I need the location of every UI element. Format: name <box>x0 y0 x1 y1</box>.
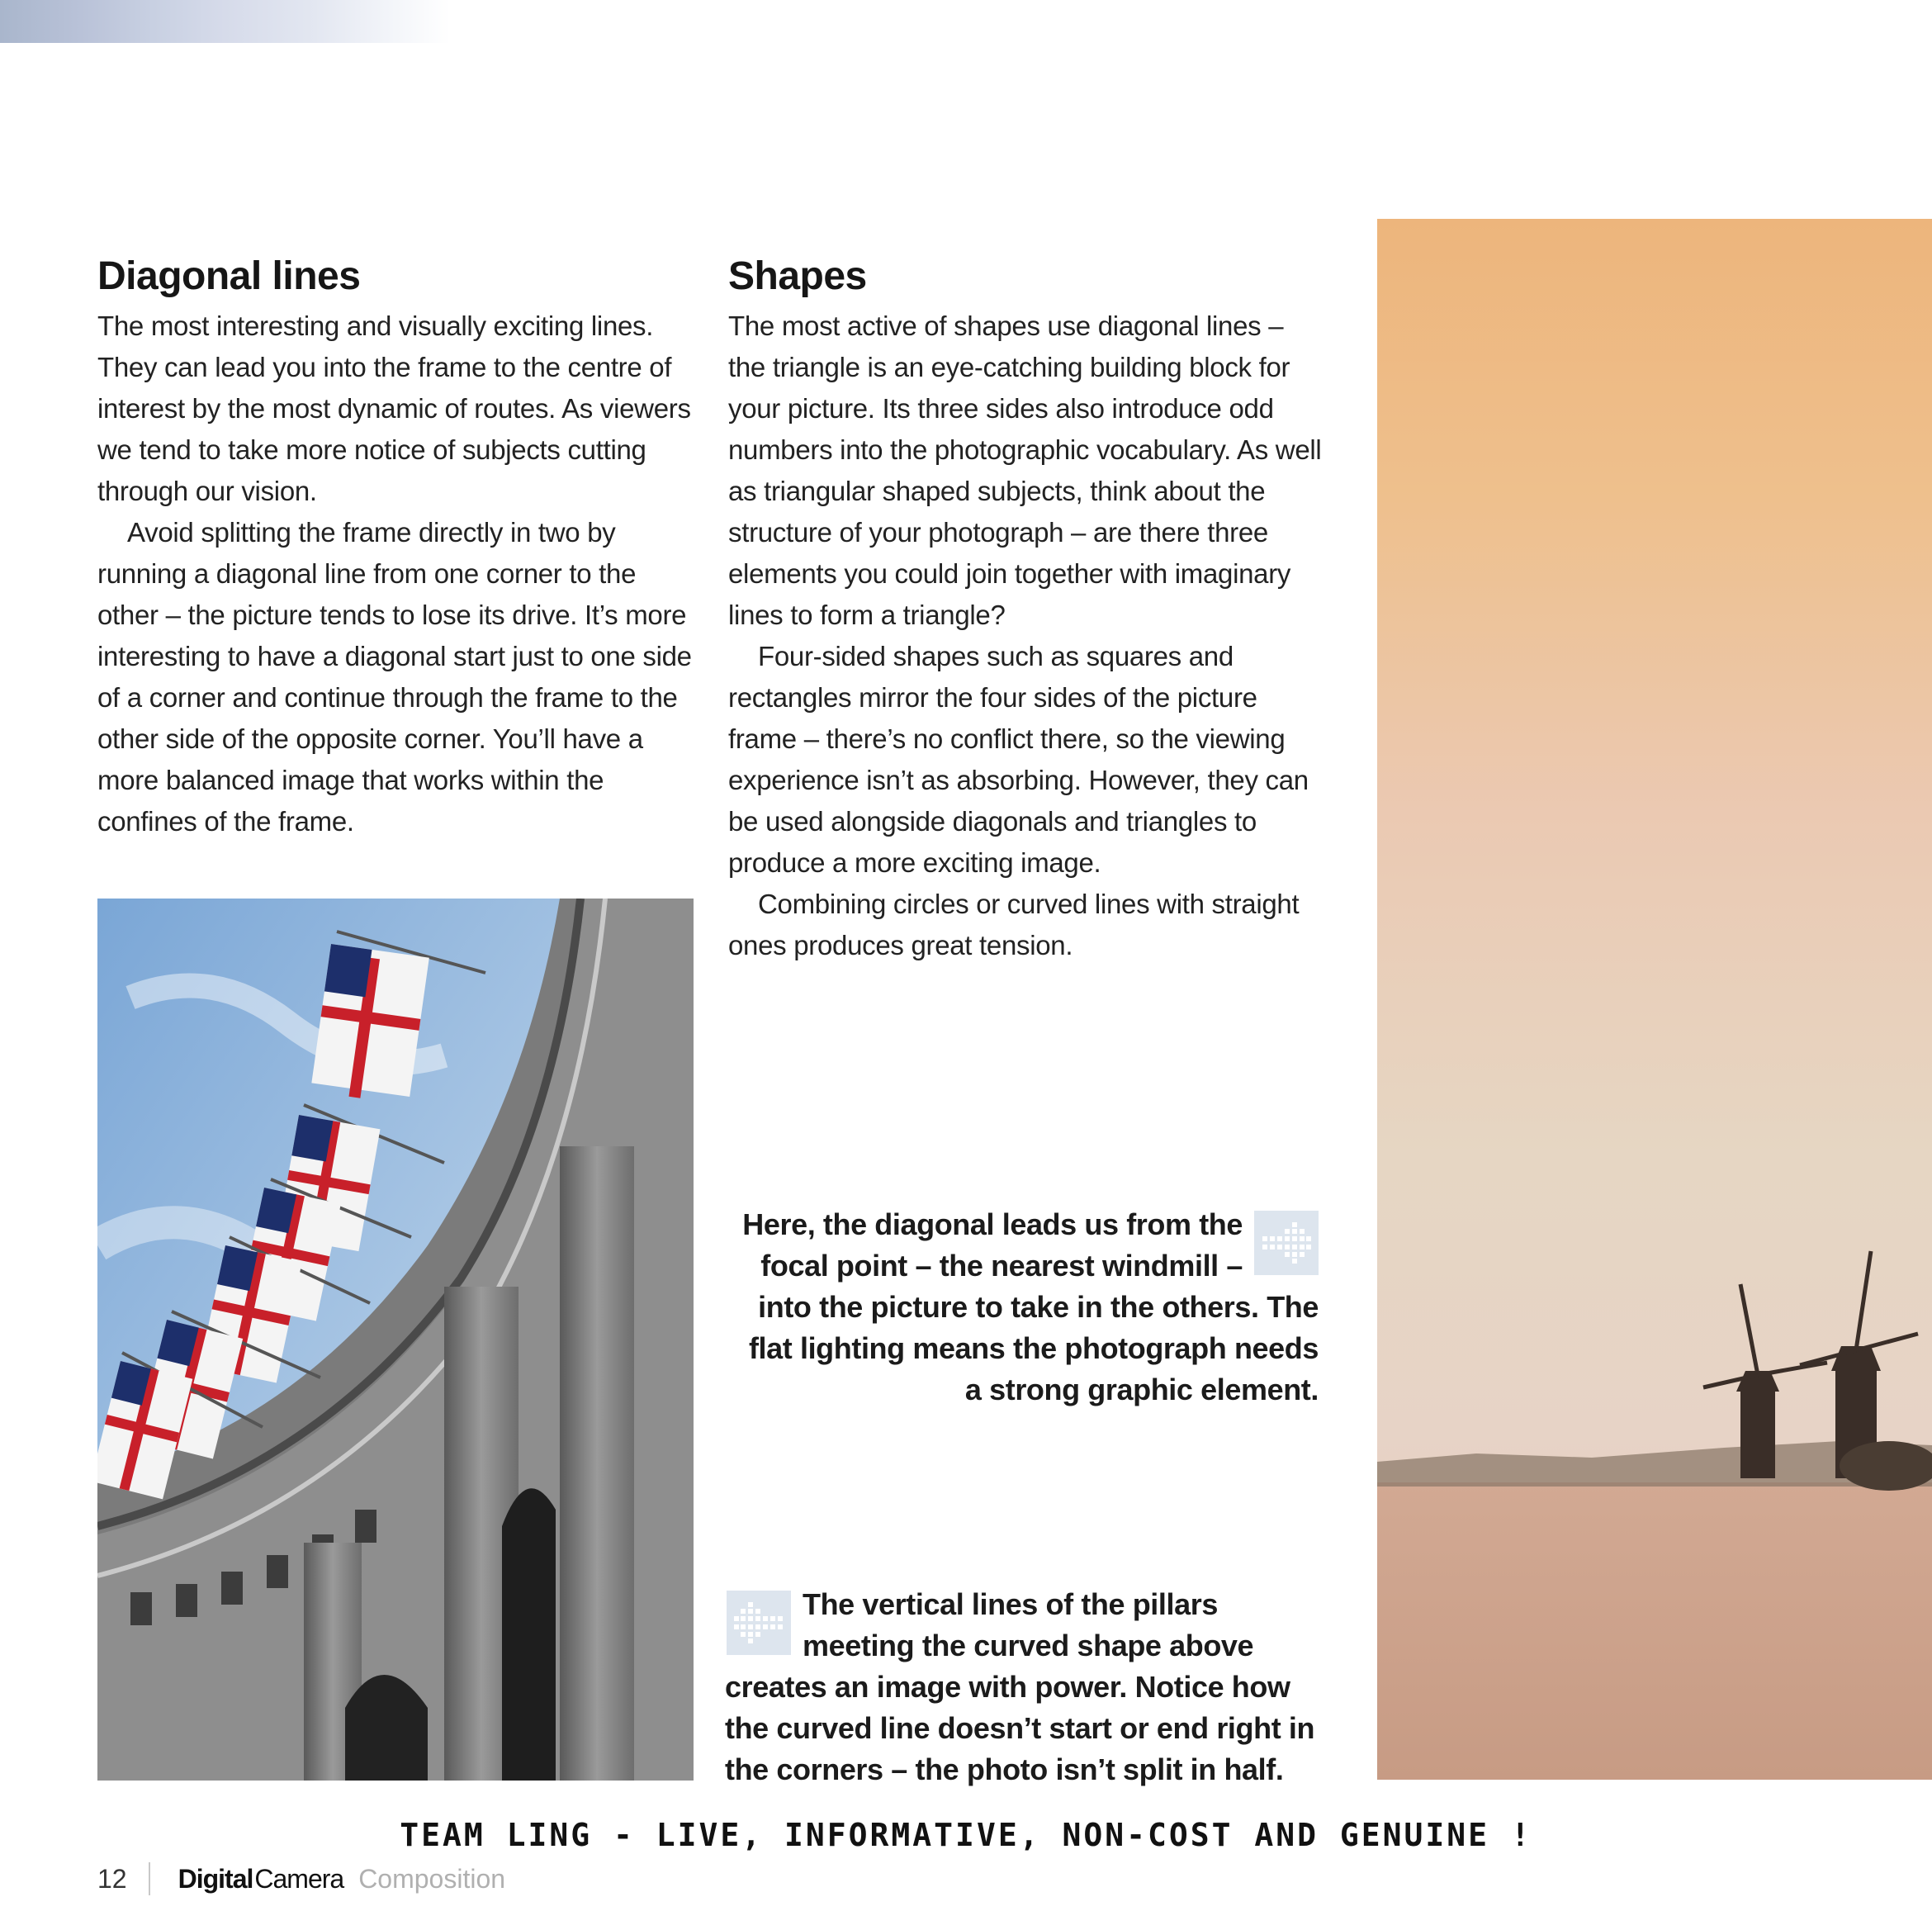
shapes-paragraph-2: Four-sided shapes such as squares and rectangles mirror the four sides of the picture frame – there’s no conflict there, so the viewing experience isn’t as absorbing. However, they can be used alongside diagonals and triangles to produce a more exciting image. <box>728 641 1309 878</box>
shapes-section <box>728 248 1323 966</box>
flags-photo-illustration <box>97 899 694 1781</box>
diagonal-lines-body <box>97 306 692 842</box>
windmills-photo <box>1377 219 1932 1780</box>
diagonal-lines-paragraph-1: The most interesting and visually exciting lines. They can lead you into the frame to the centre of interest by the most dynamic of routes. As viewers we tend to take more notice of subjects cutting through our vision. <box>97 311 691 506</box>
footer-divider <box>149 1862 150 1895</box>
page-number: 12 <box>97 1863 127 1894</box>
brand-digital: Digital <box>178 1863 253 1894</box>
shapes-heading: Shapes <box>728 254 867 298</box>
shapes-paragraph-1: The most active of shapes use diagonal lines – the triangle is an eye-catching building block for your picture. Its three sides also introduce odd numbers into the photographic vocabulary. As well as triangular shaped subjects, think about the structure of your photograph – are there three elements you could join together with imaginary lines to form a triangle? <box>728 311 1322 630</box>
pillars-caption <box>725 1584 1319 1790</box>
top-color-strip <box>0 0 450 43</box>
windmill-caption <box>728 1204 1319 1411</box>
diagonal-lines-heading: Diagonal lines <box>97 254 361 298</box>
page-footer <box>97 1858 505 1899</box>
arrow-left-icon <box>727 1591 791 1655</box>
section-name: Composition <box>358 1863 506 1894</box>
windmills-photo-illustration <box>1377 219 1932 1780</box>
team-ling-banner: TEAM LING - LIVE, INFORMATIVE, NON-COST AND GENUINE ! <box>400 1817 1532 1853</box>
diagonal-lines-paragraph-2: Avoid splitting the frame directly in two by running a diagonal line from one corner to the other – the picture tends to lose its drive. It’s more interesting to have a diagonal start just to one side of a corner and continue through the frame to the other side of the opposite corner. You’ll have a more balanced image that works within the confines of the frame. <box>97 517 692 837</box>
windmill-caption-text: Here, the diagonal leads us from the focal point – the nearest windmill – into the picture to take in the others. The flat lighting means the photograph needs a strong graphic element. <box>742 1207 1319 1406</box>
pillars-caption-text: The vertical lines of the pillars meeting the curved shape above creates an image with power. Notice how the curved line doesn’t start or end right in the corners – the photo isn’t split in half. <box>725 1587 1315 1786</box>
diagonal-lines-section <box>97 248 692 842</box>
shapes-body <box>728 306 1323 966</box>
shapes-paragraph-3: Combining circles or curved lines with straight ones produces great tension. <box>728 889 1300 960</box>
brand-camera: Camera <box>254 1863 344 1894</box>
arrow-right-icon <box>1254 1211 1319 1275</box>
admiralty-arch-flags-photo <box>97 899 694 1781</box>
